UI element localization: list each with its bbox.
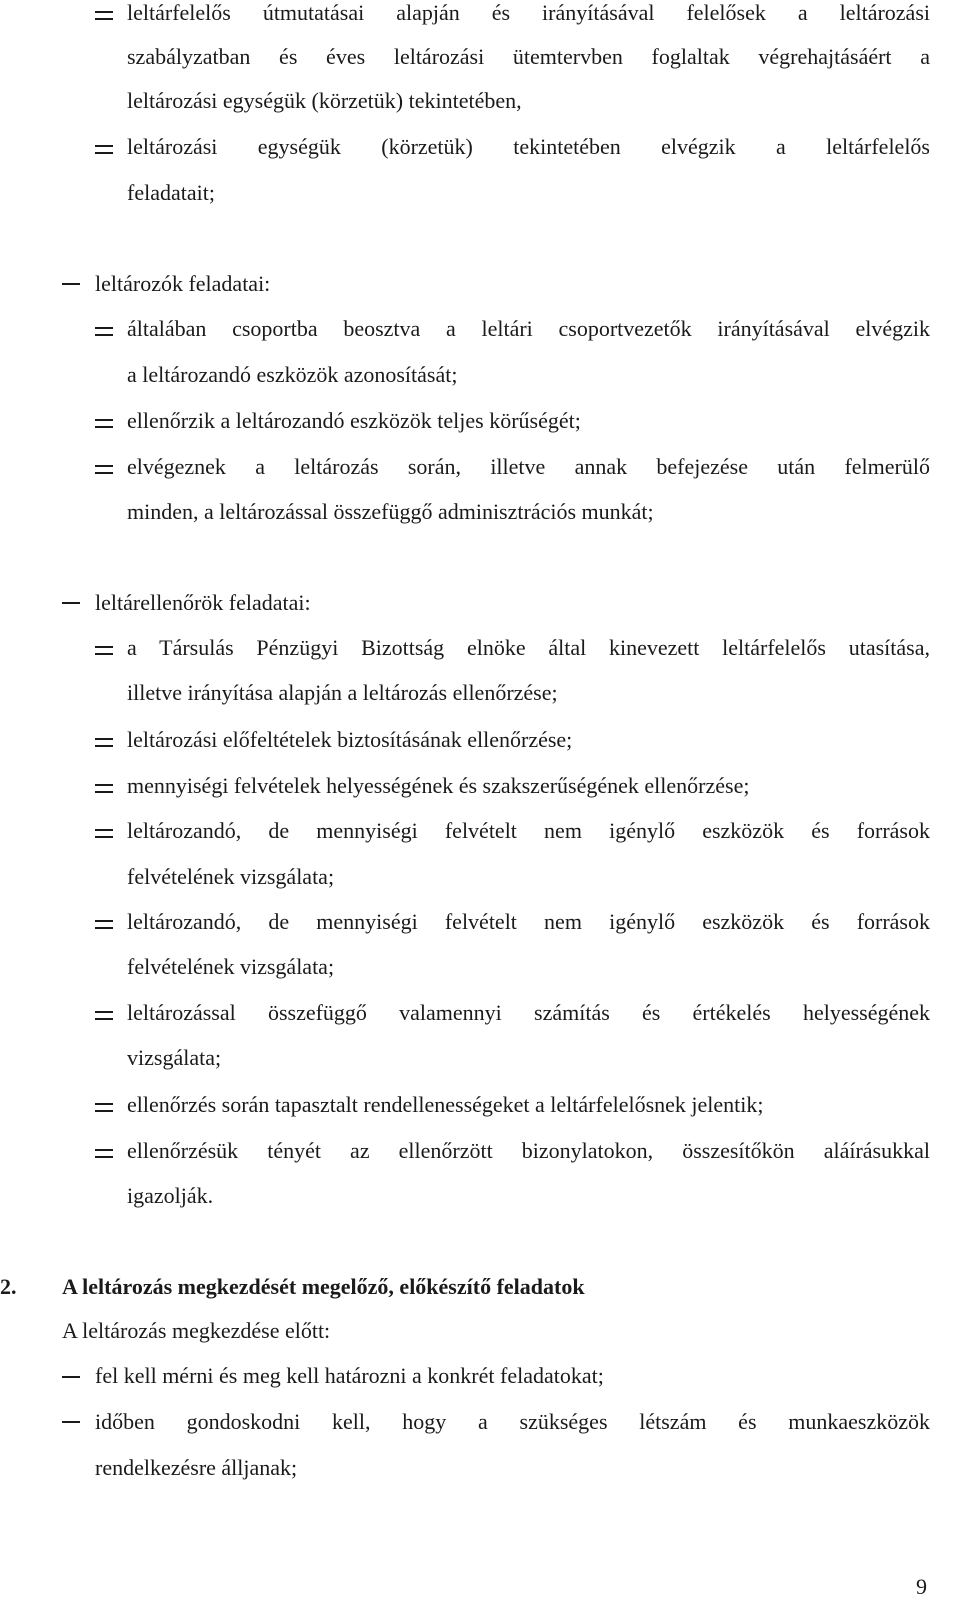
text-line: A leltározás megkezdése előtt: [62,1318,331,1343]
equals-bullet-icon [95,1011,113,1020]
dash-bullet-icon [62,283,80,285]
text-line: rendelkezésre álljanak; [95,1455,298,1480]
equals-bullet-icon [95,738,113,747]
text-line: igazolják. [127,1183,214,1208]
text-line: leltározási egységük (körzetük) tekintetében elvégzik a leltárfelelős [127,134,930,159]
page-number: 9 [916,1574,927,1599]
equals-bullet-icon [95,1103,113,1112]
dash-bullet-icon [62,602,80,604]
equals-bullet-icon [95,145,113,154]
text-line: illetve irányítása alapján a leltározás ellenőrzése; [127,680,558,705]
equals-bullet-icon [95,1149,113,1158]
equals-bullet-icon [95,784,113,793]
text-line: felvételének vizsgálata; [127,954,335,979]
text-line: általában csoportba beosztva a leltári csoportvezetők irányításával elvégzik [127,316,930,341]
text-line: elvégeznek a leltározás során, illetve annak befejezése után felmerülő [127,454,930,479]
text-line: felvételének vizsgálata; [127,864,335,889]
text-line: leltározandó, de mennyiségi felvételt nem igénylő eszközök és források [127,909,930,934]
text-line: fel kell mérni és meg kell határozni a konkrét feladatokat; [95,1363,604,1388]
text-line: időben gondoskodni kell, hogy a szükséges létszám és munkaeszközök [95,1409,930,1434]
text-line: ellenőrzik a leltározandó eszközök teljes körűségét; [127,408,581,433]
equals-bullet-icon [95,920,113,929]
equals-bullet-icon [95,465,113,474]
text-line: a leltározandó eszközök azonosítását; [127,362,458,387]
text-line: mennyiségi felvételek helyességének és szakszerűségének ellenőrzése; [127,773,750,798]
text-line: ellenőrzésük tényét az ellenőrzött bizonylatokon, összesítőkön aláírásukkal [127,1138,930,1163]
text-line: leltározási előfeltételek biztosításának ellenőrzése; [127,727,573,752]
text-line: leltározási egységük (körzetük) tekintetében, [127,88,522,113]
equals-bullet-icon [95,646,113,655]
text-line: ellenőrzés során tapasztalt rendellenességeket a leltárfelelősnek jelentik; [127,1092,764,1117]
text-line: leltározandó, de mennyiségi felvételt nem igénylő eszközök és források [127,818,930,843]
text-line: vizsgálata; [127,1045,222,1070]
text-line: leltározással összefüggő valamennyi számítás és értékelés helyességének [127,1000,930,1025]
dash-bullet-icon [62,1376,80,1378]
equals-bullet-icon [95,327,113,336]
text-line: leltárfelelős útmutatásai alapján és irányításával felelősek a leltározási [127,0,930,25]
text-line: szabályzatban és éves leltározási ütemtervben foglaltak végrehajtásáért a [127,44,930,69]
text-line: leltározók feladatai: [95,271,271,296]
dash-bullet-icon [62,1421,80,1423]
equals-bullet-icon [95,11,113,20]
text-line: a Társulás Pénzügyi Bizottság elnöke által kinevezett leltárfelelős utasítása, [127,635,930,660]
section-number: 2. [0,1274,17,1299]
text-line: feladatait; [127,180,215,205]
text-line: leltárellenőrök feladatai: [95,590,311,615]
equals-bullet-icon [95,419,113,428]
equals-bullet-icon [95,829,113,838]
text-line: minden, a leltározással összefüggő adminisztrációs munkát; [127,499,654,524]
section-title: A leltározás megkezdését megelőző, előkészítő feladatok [62,1274,585,1299]
